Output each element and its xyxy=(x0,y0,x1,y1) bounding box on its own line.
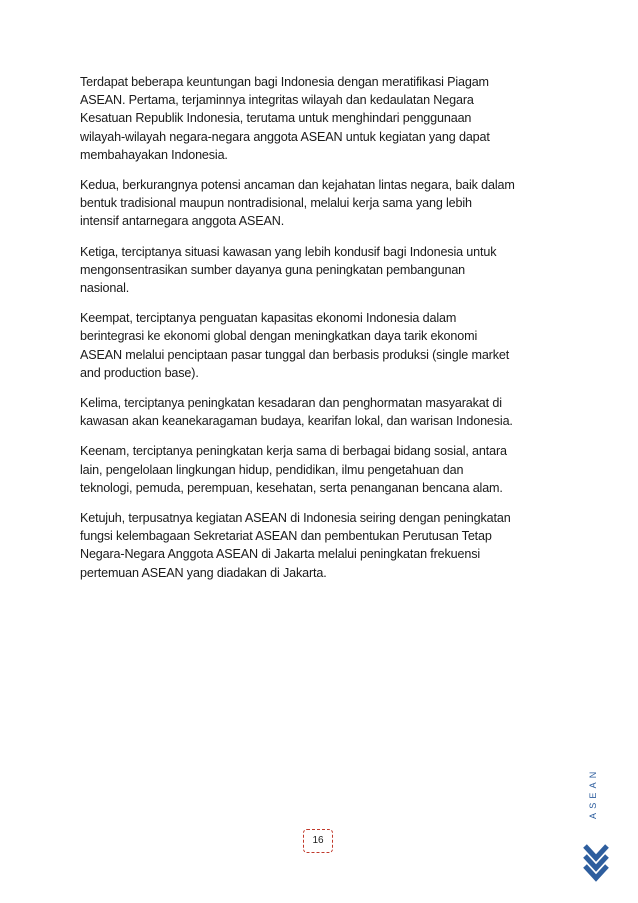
side-section-label: ASEAN xyxy=(588,767,598,819)
paragraph-intro: Terdapat beberapa keuntungan bagi Indonesia dengan meratifikasi Piagam ASEAN. Pertama, terjaminnya integritas wilayah dan kedaulatan Negara Kesatuan Republik Indonesia, terutama untuk menghindari penggunaan wilayah-wilayah negara-negara anggota ASEAN untuk kegiatan yang dapat membahayakan Indonesia. xyxy=(80,75,490,162)
paragraph-keempat: Keempat, terciptanya penguatan kapasitas ekonomi Indonesia dalam berintegrasi ke ekonomi global dengan meningkatkan daya tarik ekonomi ASEAN melalui penciptaan pasar tunggal dan berbasis produksi (single market and production base). xyxy=(80,311,510,380)
paragraph-kelima: Kelima, terciptanya peningkatan kesadaran dan penghormatan masyarakat di kawasan akan keanekaragaman budaya, kearifan lokal, dan warisan Indonesia. xyxy=(80,396,513,429)
paragraph-kedua: Kedua, berkurangnya potensi ancaman dan kejahatan lintas negara, baik dalam bentuk tradisional maupun nontradisional, melalui kerja sama yang lebih intensif antarnegara anggota ASEAN. xyxy=(80,178,515,229)
body-text xyxy=(80,73,572,594)
paragraph-ketiga: Ketiga, terciptanya situasi kawasan yang lebih kondusif bagi Indonesia untuk mengonsentrasikan sumber dayanya guna peningkatan pembangunan nasional. xyxy=(80,244,497,296)
page-number: 16 xyxy=(303,829,333,853)
double-chevron-down-icon xyxy=(581,838,611,882)
paragraph-keenam: Keenam, terciptanya peningkatan kerja sama di berbagai bidang sosial, antara lain, pengelolaan lingkungan hidup, pendidikan, ilmu pengetahuan dan teknologi, pemuda, perempuan, kesehatan, serta penanganan bencana alam. xyxy=(80,444,507,495)
paragraph-ketujuh: Ketujuh, terpusatnya kegiatan ASEAN di Indonesia seiring dengan peningkatan fungsi kelembagaan Sekretariat ASEAN dan pembentukan Perutusan Tetap Negara-Negara Anggota ASEAN di Jakarta melalui peningkatan frekuensi pertemuan ASEAN yang diadakan di Jakarta. xyxy=(80,511,511,580)
